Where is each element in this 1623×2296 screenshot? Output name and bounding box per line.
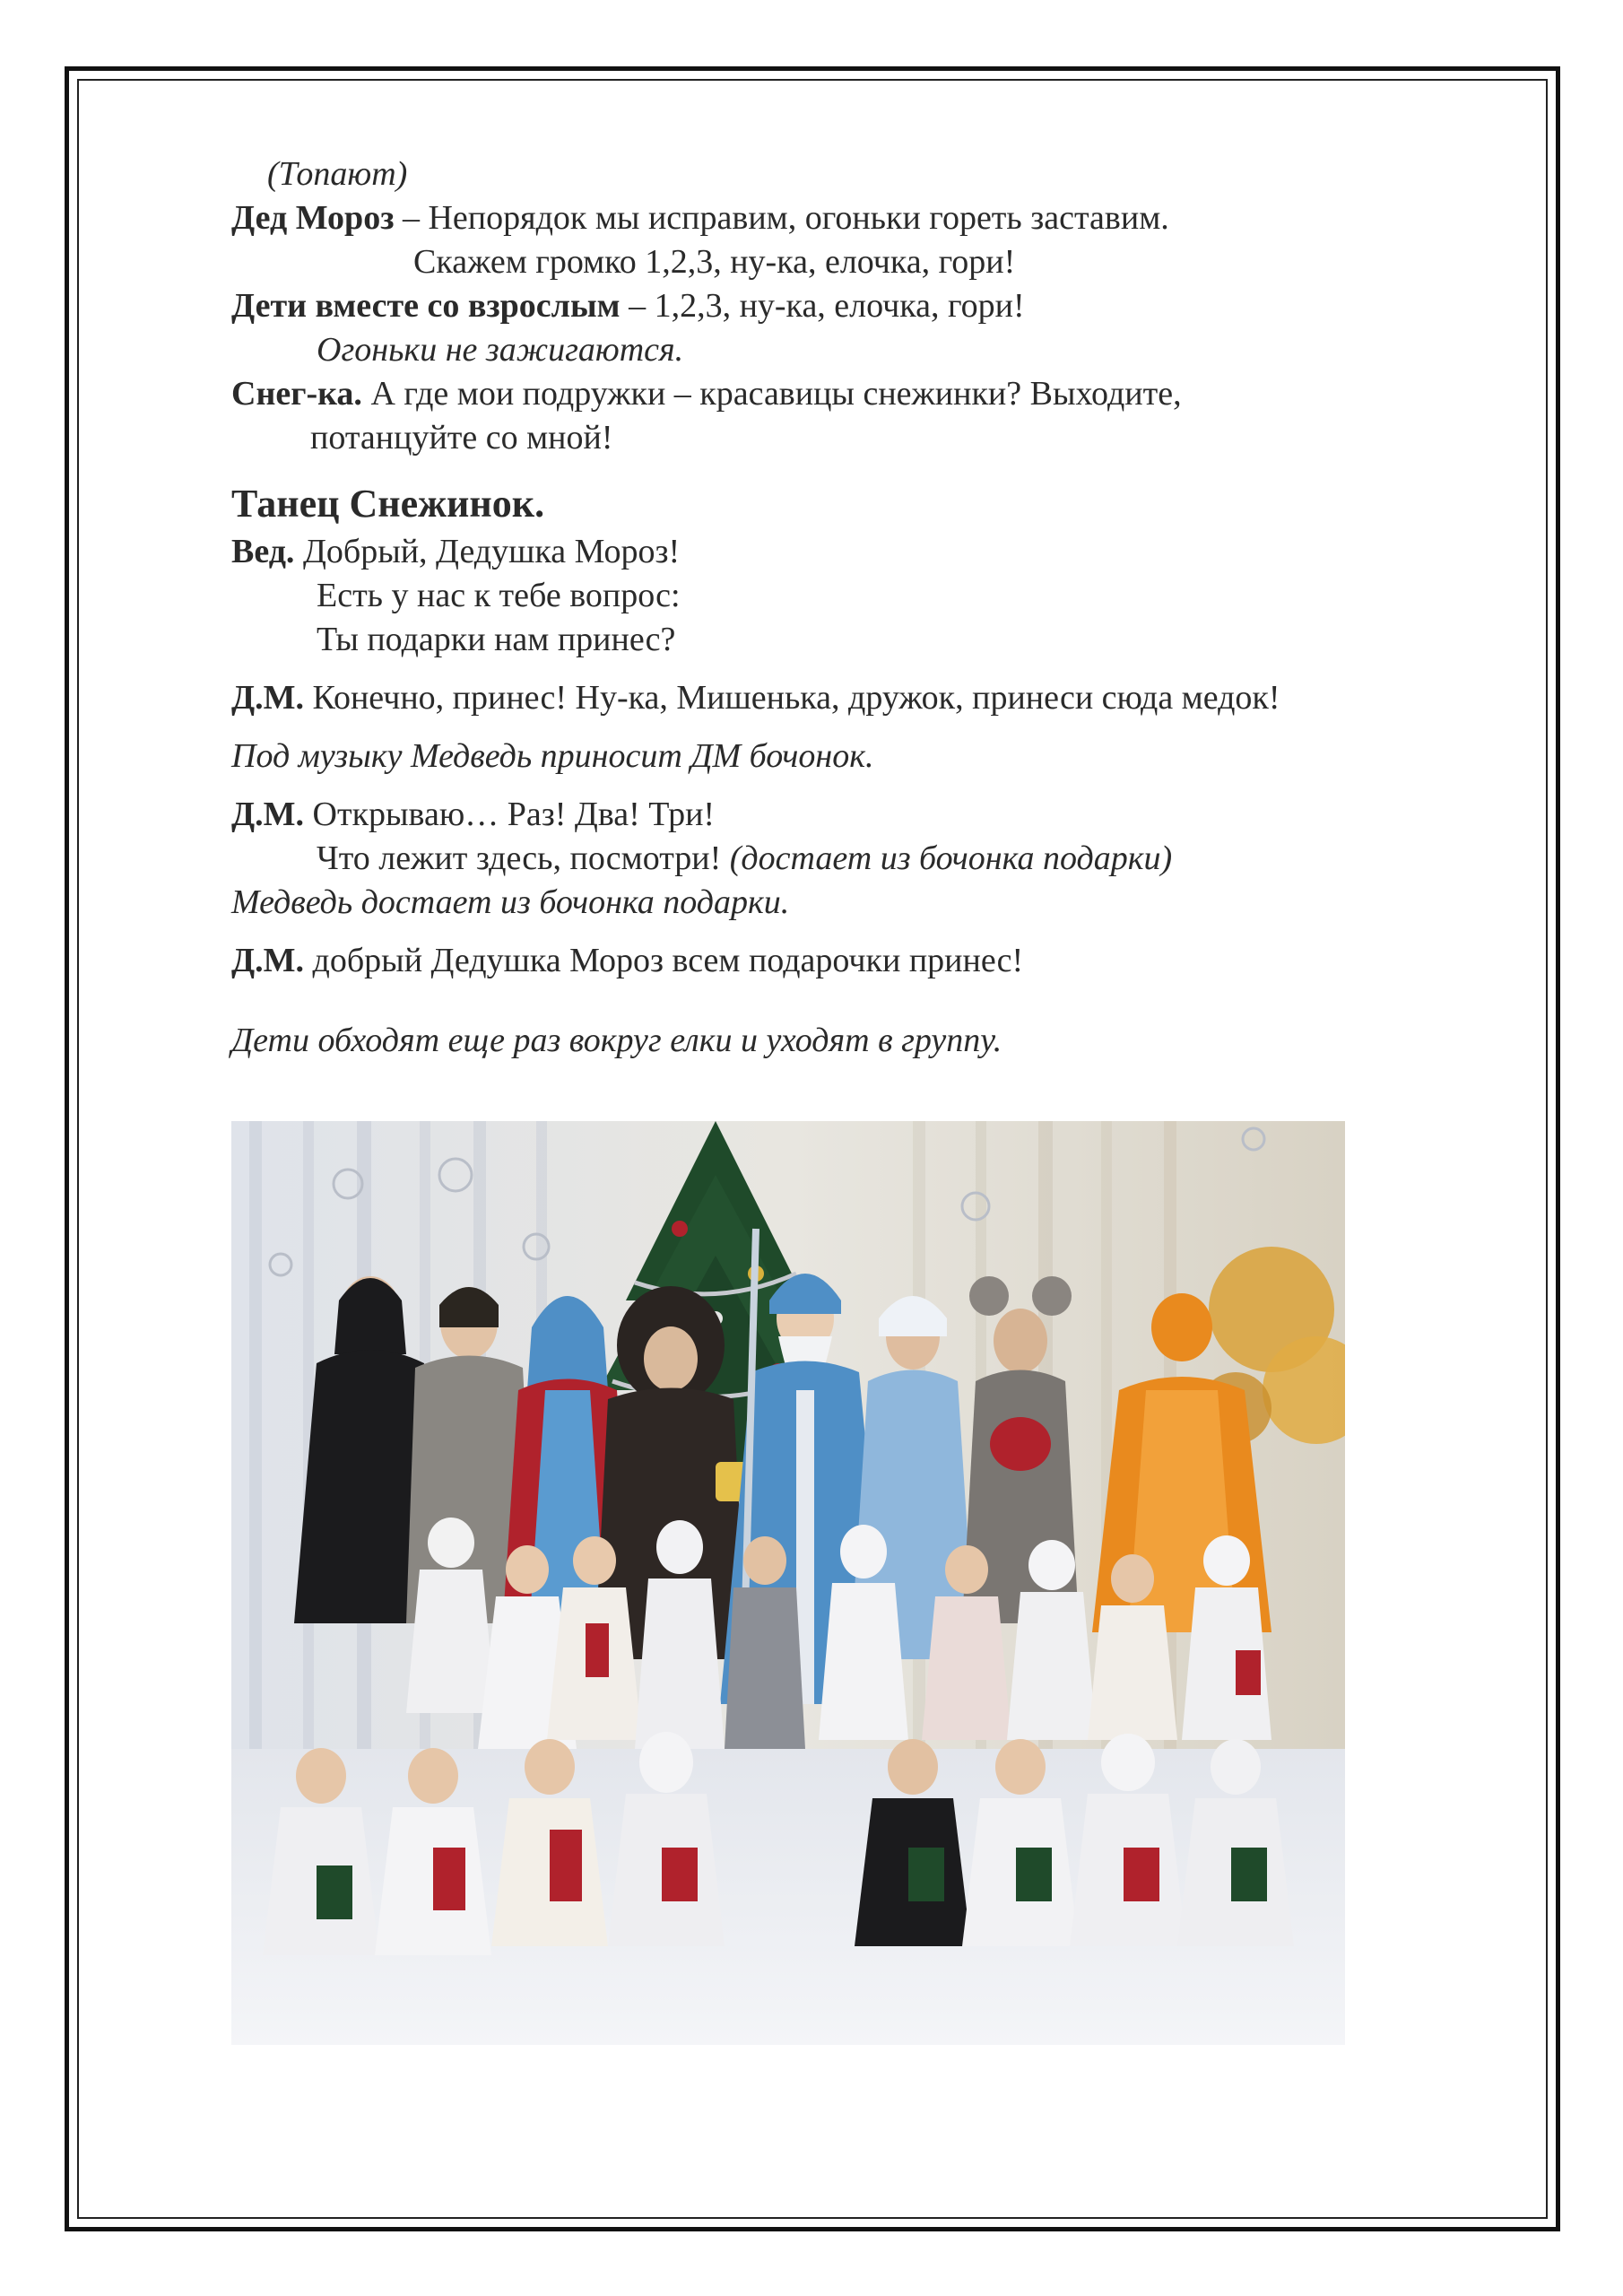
script-text xyxy=(231,152,1451,1063)
speaker-snegurochka: Снег-ка. xyxy=(231,375,362,413)
ded-moroz-line xyxy=(231,196,1451,240)
speaker-dm-1: Д.М. xyxy=(231,679,305,717)
group-photo-illustration xyxy=(231,1121,1345,2045)
speaker-children: Дети вместе со взрослым xyxy=(231,287,621,325)
lights-direction: Огоньки не зажигаются. xyxy=(317,331,684,369)
dm-text-3: добрый Дедушка Мороз всем подарочки принес! xyxy=(304,942,1024,979)
host-text-2: Есть у нас к тебе вопрос: xyxy=(317,577,681,614)
speaker-ded-moroz: Дед Мороз xyxy=(231,199,395,237)
snegurochka-line xyxy=(231,372,1451,416)
children-text: – 1,2,3, ну-ка, елочка, гори! xyxy=(620,287,1025,325)
dm-line-3 xyxy=(231,939,1451,983)
dm-text-2b: Что лежит здесь, посмотри! xyxy=(317,839,730,877)
dm-line-1 xyxy=(231,676,1451,720)
snegurochka-text-2: потанцуйте со мной! xyxy=(310,419,613,457)
dm-line-2b xyxy=(231,837,1451,881)
speaker-dm-3: Д.М. xyxy=(231,942,305,979)
dm-text-1: Конечно, принес! Ну-ка, Мишенька, дружок, принеси сюда медок! xyxy=(304,679,1280,717)
ded-moroz-text-2: Скажем громко 1,2,3, ну-ка, елочка, гори! xyxy=(413,243,1016,281)
host-line xyxy=(231,530,1451,574)
dm-line-2 xyxy=(231,793,1451,837)
snegurochka-text-1: А где мои подружки – красавицы снежинки? Выходите, xyxy=(361,375,1182,413)
speaker-dm-2: Д.М. xyxy=(231,796,305,833)
host-text-3: Ты подарки нам принес? xyxy=(317,621,676,658)
music-direction: Под музыку Медведь приносит ДМ бочонок. xyxy=(231,737,874,775)
host-text-1: Добрый, Дедушка Мороз! xyxy=(294,533,681,570)
dm-text-2a: Открываю… Раз! Два! Три! xyxy=(304,796,716,833)
final-direction: Дети обходят еще раз вокруг елки и уходят в группу. xyxy=(231,1022,1002,1059)
ded-moroz-text-1: – Непорядок мы исправим, огоньки гореть заставим. xyxy=(394,199,1169,237)
bear-direction: Медведь достает из бочонка подарки. xyxy=(231,883,790,921)
speaker-host: Вед. xyxy=(231,533,295,570)
group-photo xyxy=(231,1121,1345,2045)
dm-text-2b-direction: (достает из бочонка подарки) xyxy=(729,839,1173,877)
stage-direction-stomp: (Топают) xyxy=(267,155,408,193)
children-line xyxy=(231,284,1451,328)
dance-heading: Танец Снежинок. xyxy=(231,482,545,526)
